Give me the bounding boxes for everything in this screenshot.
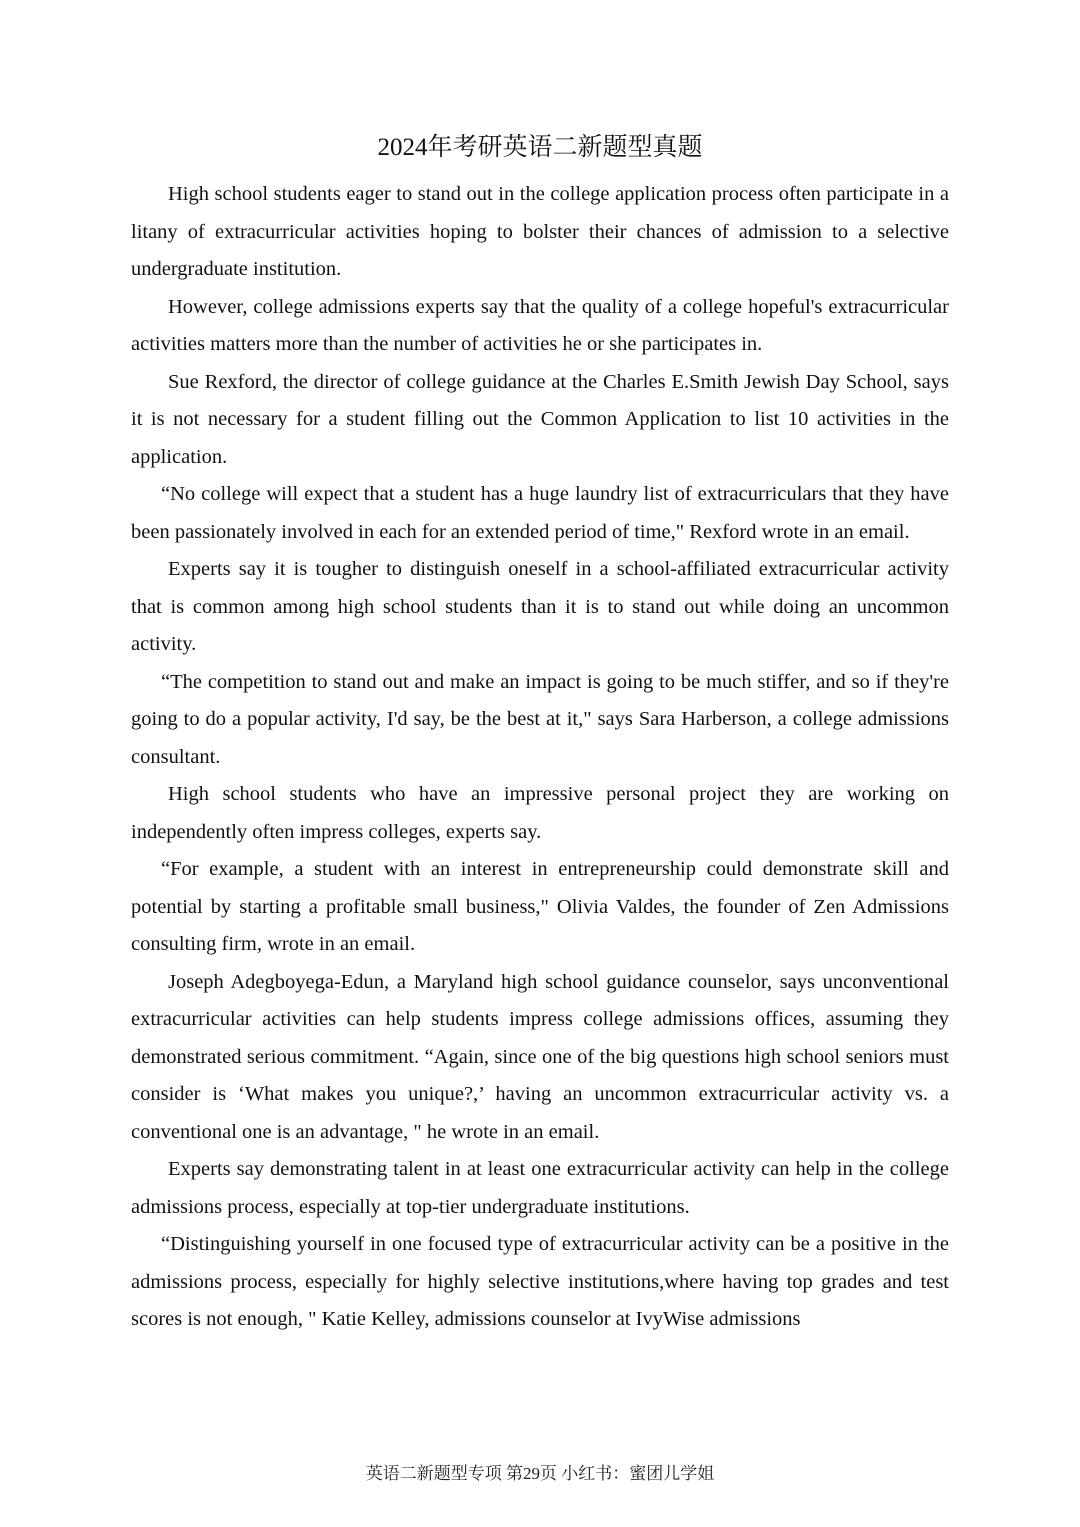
paragraph: Sue Rexford, the director of college guidance at the Charles E.Smith Jewish Day School, says it is not necessary for a student filling out the Common Application to list 10 activities in the application. <box>131 370 949 468</box>
paragraph: High school students eager to stand out in the college application process often participate in a litany of extracurricular activities hoping to bolster their chances of admission to a selective undergraduate institution. <box>131 183 949 280</box>
page-footer: 英语二新题型专项 第29页 小红书：蜜团儿学姐 <box>365 1464 715 1483</box>
paragraph: However, college admissions experts say that the quality of a college hopeful's extracurricular activities matters more than the number of activities he or she participates in. <box>131 295 949 355</box>
article-body <box>131 176 949 1339</box>
paragraph: Experts say it is tougher to distinguish oneself in a school-affiliated extracurricular activity that is common among high school students than it is to stand out while doing an uncommon activity. <box>131 558 949 655</box>
paragraph: “The competition to stand out and make an impact is going to be much stiffer, and so if they're going to do a popular activity, I'd say, be the best at it," says Sara Harberson, a college admissions consultant. <box>131 670 949 768</box>
paragraph: High school students who have an impressive personal project they are working on independently often impress colleges, experts say. <box>131 783 949 843</box>
paragraph: “No college will expect that a student has a huge laundry list of extracurriculars that they have been passionately involved in each for an extended period of time," Rexford wrote in an email. <box>131 483 949 543</box>
paragraph: Joseph Adegboyega-Edun, a Maryland high school guidance counselor, says unconventional extracurricular activities can help students impress college admissions offices, assuming they demonstrated serious commitment. “Again, since one of the big questions high school seniors must consider is ‘What makes you unique?,’ having an uncommon extracurricular activity vs. a conventional one is an advantage, " he wrote in an email. <box>131 970 949 1143</box>
paragraph: “For example, a student with an interest in entrepreneurship could demonstrate skill and potential by starting a profitable small business," Olivia Valdes, the founder of Zen Admissions consulting firm, wrote in an email. <box>131 858 949 955</box>
paragraph: “Distinguishing yourself in one focused type of extracurricular activity can be a positive in the admissions process, especially for highly selective institutions,where having top grades and test scores is not enough, " Katie Kelley, admissions counselor at IvyWise admissions <box>131 1233 949 1330</box>
paragraph: Experts say demonstrating talent in at least one extracurricular activity can help in the college admissions process, especially at top-tier undergraduate institutions. <box>131 1158 949 1218</box>
page-title: 2024年考研英语二新题型真题 <box>377 134 703 161</box>
